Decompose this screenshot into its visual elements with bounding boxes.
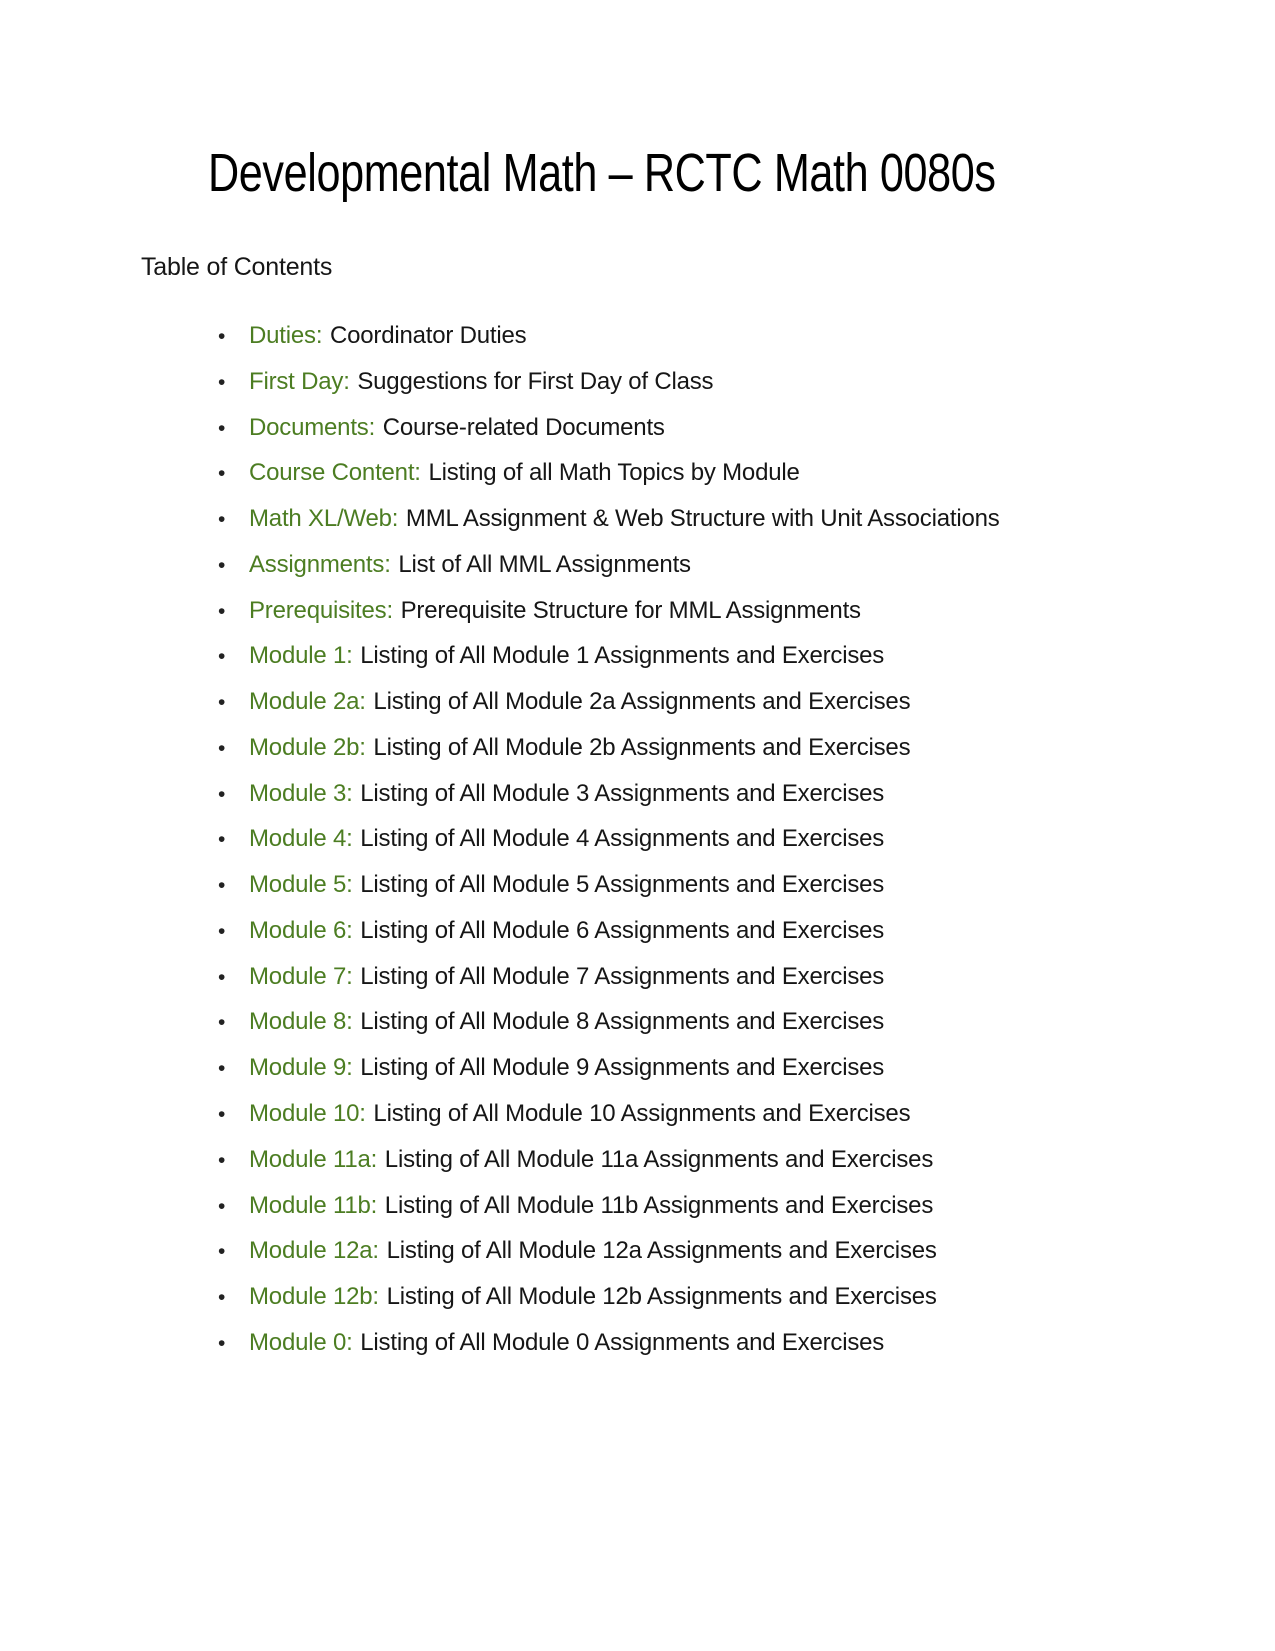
toc-link[interactable]: Module 0: bbox=[249, 1328, 353, 1356]
page-title bbox=[208, 142, 1192, 204]
toc-item bbox=[218, 771, 1000, 817]
bullet-icon: • bbox=[218, 599, 226, 623]
toc-link[interactable]: Module 3: bbox=[249, 779, 353, 807]
toc-line bbox=[249, 1146, 933, 1173]
toc-item bbox=[218, 954, 1000, 1000]
toc-item bbox=[218, 1091, 1000, 1137]
bullet-icon: • bbox=[218, 1331, 226, 1355]
bullet-icon: • bbox=[218, 1286, 226, 1310]
toc-item-description: Listing of All Module 12b Assignments and Exercises bbox=[386, 1283, 937, 1311]
toc-link[interactable]: Module 8: bbox=[249, 1008, 353, 1036]
toc-link[interactable]: Module 11a: bbox=[249, 1145, 378, 1173]
toc-item-description: Listing of All Module 3 Assignments and Exercises bbox=[360, 779, 885, 807]
bullet-icon: • bbox=[218, 1011, 226, 1035]
toc-link[interactable]: Module 10: bbox=[249, 1100, 366, 1128]
toc-line bbox=[249, 414, 665, 441]
toc-link[interactable]: Module 9: bbox=[249, 1054, 353, 1082]
bullet-icon: • bbox=[218, 553, 226, 577]
toc-link[interactable]: Duties: bbox=[249, 322, 323, 349]
toc-item-description: Listing of All Module 8 Assignments and Exercises bbox=[360, 1008, 885, 1036]
toc-item bbox=[218, 359, 1000, 405]
toc-line bbox=[249, 1237, 937, 1264]
bullet-icon: • bbox=[218, 1240, 226, 1264]
toc-item bbox=[218, 725, 1000, 771]
bullet-icon: • bbox=[218, 691, 226, 715]
toc-item-description: MML Assignment & Web Structure with Unit Associations bbox=[405, 505, 1000, 533]
toc-line bbox=[249, 917, 884, 944]
toc-line bbox=[249, 551, 691, 578]
toc-heading: Table of Contents bbox=[141, 253, 333, 281]
toc-line bbox=[249, 688, 910, 715]
bullet-icon: • bbox=[218, 919, 226, 943]
bullet-icon: • bbox=[218, 1057, 226, 1081]
toc-link[interactable]: Module 4: bbox=[249, 825, 353, 853]
page-title-text: Developmental Math – RCTC Math 0080s bbox=[208, 143, 996, 203]
toc-line bbox=[249, 459, 800, 486]
toc-item-description: Listing of All Module 7 Assignments and Exercises bbox=[360, 962, 885, 990]
toc-item-description: Listing of All Module 12a Assignments and Exercises bbox=[386, 1237, 937, 1265]
bullet-icon: • bbox=[218, 462, 226, 486]
toc-item bbox=[218, 1045, 1000, 1091]
toc-line bbox=[249, 1100, 910, 1127]
toc-link[interactable]: Module 6: bbox=[249, 916, 353, 944]
bullet-icon: • bbox=[218, 736, 226, 760]
toc-link[interactable]: Module 12b: bbox=[249, 1283, 379, 1311]
toc-line bbox=[249, 1054, 884, 1081]
toc-link[interactable]: Module 11b: bbox=[249, 1191, 378, 1219]
toc-link[interactable]: Math XL/Web: bbox=[249, 505, 399, 533]
toc-line bbox=[249, 1283, 937, 1310]
toc-item bbox=[218, 450, 1000, 496]
toc-item-description: Listing of All Module 11b Assignments and Exercises bbox=[384, 1191, 934, 1219]
toc-line bbox=[249, 963, 884, 990]
bullet-icon: • bbox=[218, 1103, 226, 1127]
toc-line bbox=[249, 871, 884, 898]
bullet-icon: • bbox=[218, 370, 226, 394]
toc-link[interactable]: Module 12a: bbox=[249, 1237, 379, 1265]
toc-item-description: Course-related Documents bbox=[382, 413, 665, 441]
toc-item-description: Suggestions for First Day of Class bbox=[357, 367, 714, 395]
toc-link[interactable]: First Day: bbox=[249, 367, 350, 395]
bullet-icon: • bbox=[218, 325, 226, 348]
toc-item bbox=[218, 908, 1000, 954]
toc-item bbox=[218, 1137, 1000, 1183]
toc-line bbox=[249, 322, 526, 349]
toc-link[interactable]: Module 2b: bbox=[249, 733, 366, 761]
toc-item bbox=[218, 542, 1000, 588]
toc-item-description: Listing of All Module 11a Assignments and Exercises bbox=[384, 1145, 934, 1173]
toc-item-description: Coordinator Duties bbox=[329, 322, 527, 349]
toc-item bbox=[218, 405, 1000, 451]
toc-item bbox=[218, 633, 1000, 679]
toc-line bbox=[249, 780, 884, 807]
toc-link[interactable]: Module 2a: bbox=[249, 688, 366, 716]
toc-item-description: Listing of All Module 6 Assignments and Exercises bbox=[360, 916, 885, 944]
toc-line bbox=[249, 642, 884, 669]
bullet-icon: • bbox=[218, 965, 226, 989]
toc-link[interactable]: Module 1: bbox=[249, 642, 353, 670]
toc-line bbox=[249, 1192, 933, 1219]
toc-line bbox=[249, 1329, 884, 1356]
bullet-icon: • bbox=[218, 416, 226, 440]
toc-item bbox=[218, 862, 1000, 908]
toc-item bbox=[218, 1274, 1000, 1320]
toc-line bbox=[249, 368, 713, 395]
toc-link[interactable]: Prerequisites: bbox=[249, 596, 393, 624]
bullet-icon: • bbox=[218, 874, 226, 898]
toc-link[interactable]: Course Content: bbox=[249, 459, 421, 487]
toc-item bbox=[218, 1183, 1000, 1229]
toc-item bbox=[218, 999, 1000, 1045]
toc-item bbox=[218, 496, 1000, 542]
toc-line bbox=[249, 734, 910, 761]
bullet-icon: • bbox=[218, 1148, 226, 1172]
toc-item-description: Listing of All Module 5 Assignments and Exercises bbox=[360, 871, 885, 899]
toc-item-description: Listing of All Module 4 Assignments and Exercises bbox=[360, 825, 885, 853]
toc-line bbox=[249, 597, 861, 624]
toc-item-description: Listing of All Module 1 Assignments and Exercises bbox=[360, 642, 885, 670]
bullet-icon: • bbox=[218, 645, 226, 669]
toc-item-description: Listing of All Module 9 Assignments and Exercises bbox=[360, 1054, 885, 1082]
toc-item-description: Listing of All Module 10 Assignments and Exercises bbox=[373, 1100, 911, 1128]
toc-item bbox=[218, 1320, 1000, 1366]
toc-link[interactable]: Assignments: bbox=[249, 550, 391, 578]
toc-item bbox=[218, 313, 1000, 359]
toc-item bbox=[218, 816, 1000, 862]
bullet-icon: • bbox=[218, 782, 226, 806]
toc-item-description: Prerequisite Structure for MML Assignments bbox=[400, 596, 861, 624]
bullet-icon: • bbox=[218, 828, 226, 852]
toc-item-description: Listing of All Module 0 Assignments and Exercises bbox=[360, 1328, 885, 1356]
bullet-icon: • bbox=[218, 508, 226, 532]
toc-list bbox=[0, 313, 1000, 1366]
toc-link[interactable]: Module 7: bbox=[249, 962, 353, 990]
toc-item-description: List of All MML Assignments bbox=[398, 550, 691, 578]
toc-item-description: Listing of all Math Topics by Module bbox=[428, 459, 800, 487]
toc-item bbox=[218, 679, 1000, 725]
toc-item bbox=[218, 588, 1000, 634]
toc-link[interactable]: Documents: bbox=[249, 413, 376, 441]
toc-item bbox=[218, 1228, 1000, 1274]
toc-item-description: Listing of All Module 2b Assignments and Exercises bbox=[373, 733, 911, 761]
toc-line bbox=[249, 1008, 884, 1035]
bullet-icon: • bbox=[218, 1194, 226, 1218]
toc-item-description: Listing of All Module 2a Assignments and Exercises bbox=[373, 688, 911, 716]
toc-link[interactable]: Module 5: bbox=[249, 871, 353, 899]
toc-line bbox=[249, 825, 884, 852]
toc-line bbox=[249, 505, 1000, 532]
